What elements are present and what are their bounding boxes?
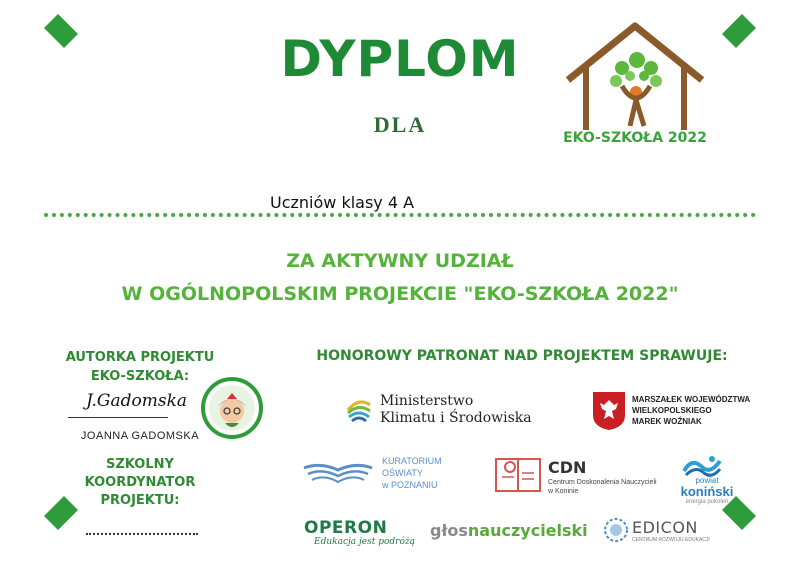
glos-nauczycielski-logo: [430, 521, 588, 540]
dotted-divider: [44, 213, 756, 217]
house-tree-person-icon: [560, 18, 710, 148]
cdn-subtitle-line-2: w Koninie: [548, 488, 579, 495]
author-name: JOANNA GADOMSKA: [80, 430, 200, 442]
open-book-icon: [302, 460, 374, 486]
cdn-subtitle-line-1: Centrum Doskonalenia Nauczycieli: [548, 479, 657, 486]
cdn-book-icon: [494, 453, 542, 493]
operon-logo: OPERON: [304, 518, 388, 538]
kuratorium-name-line-1: KURATORIUM: [382, 456, 442, 466]
powiat-name-line-2: koniński: [680, 484, 734, 499]
coordinator-signature-line: [86, 533, 198, 535]
ministry-name: [380, 393, 532, 427]
marshal-name-line-1: MARSZAŁEK WOJEWÓDZTWA: [632, 395, 751, 404]
powiat-name: [676, 476, 738, 507]
coordinator-label-line-3: PROJEKTU:: [100, 493, 180, 508]
edicon-globe-icon: [603, 517, 629, 543]
author-label-line-1: AUTORKA PROJEKTU: [65, 350, 215, 365]
powiat-name-line-3: energia pokoleń: [685, 499, 729, 505]
edicon-subtitle: CENTRUM ROZWOJU EDUKACJI: [632, 537, 710, 543]
marshal-name: [632, 394, 750, 427]
glos-logo-part-1: głos: [430, 521, 468, 540]
award-headline: [0, 245, 800, 311]
marshal-name-line-2: WIELKOPOLSKIEGO: [632, 406, 712, 415]
recipient-name: Uczniów klasy 4 A: [270, 193, 415, 212]
coordinator-label-line-2: KOORDYNATOR: [84, 475, 196, 490]
operon-tagline: Edukacja jest podróżą: [314, 537, 415, 547]
diploma-subtitle: DLA: [373, 112, 427, 137]
author-signature: J.Gadomska: [86, 391, 188, 411]
voivodeship-coat-of-arms-icon: [592, 391, 626, 431]
powiat-wave-icon: [682, 453, 722, 477]
coordinator-label-line-1: SZKOLNY: [106, 457, 174, 472]
diploma-title: DYPLOM: [280, 30, 520, 88]
headline-line-1: ZA AKTYWNY UDZIAŁ: [286, 250, 514, 272]
edicon-title: EDICON: [632, 518, 698, 537]
ministry-logo-icon: [344, 395, 374, 425]
author-label-line-2: EKO-SZKOŁA:: [90, 369, 190, 384]
ministry-name-line-1: Ministerstwo: [380, 393, 474, 409]
kuratorium-name-line-3: w POZNANIU: [382, 480, 438, 490]
cdn-title: CDN: [548, 458, 587, 477]
kuratorium-name: [382, 455, 442, 491]
patronage-label: HONOROWY PATRONAT NAD PROJEKTEM SPRAWUJE:: [316, 348, 728, 364]
marshal-name-line-3: MAREK WOŹNIAK: [632, 417, 702, 426]
eko-logo-caption: EKO-SZKOŁA 2022: [563, 130, 707, 146]
signature-line: [68, 417, 168, 418]
author-avatar-icon: [201, 377, 263, 439]
glos-logo-part-2: nauczycielski: [467, 521, 588, 540]
kuratorium-name-line-2: OŚWIATY: [382, 468, 423, 478]
powiat-name-line-1: powiat: [695, 476, 719, 485]
ministry-name-line-2: Klimatu i Środowiska: [380, 410, 532, 426]
headline-line-2: W OGÓLNOPOLSKIM PROJEKCIE "EKO-SZKOŁA 2022": [121, 283, 679, 305]
coordinator-label: [40, 456, 240, 510]
cdn-subtitle: [548, 478, 657, 496]
